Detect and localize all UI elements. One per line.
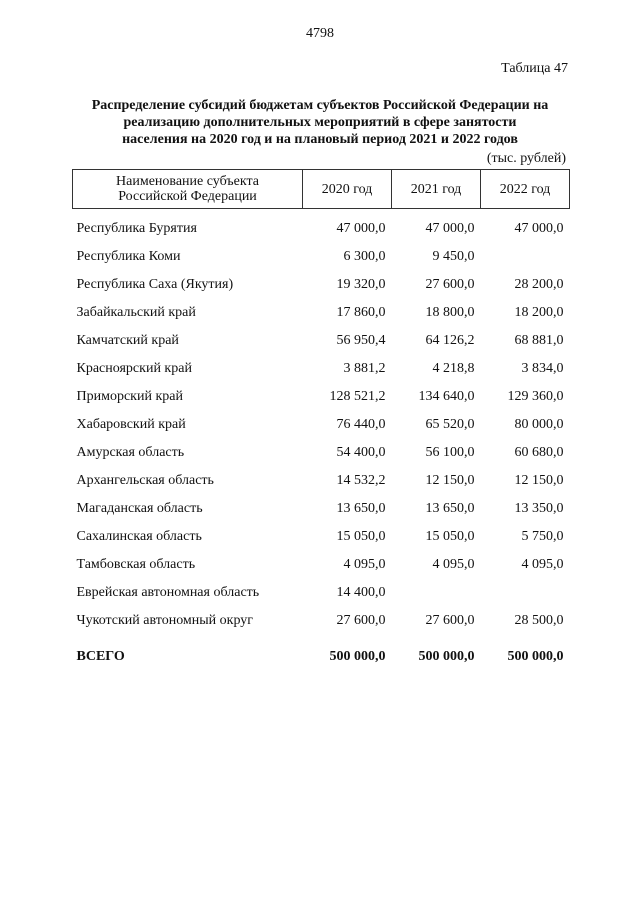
value-2022-cell: 12 150,0 — [514, 473, 564, 488]
value-2022-cell: 13 350,0 — [514, 501, 564, 516]
value-2020-cell: 14 532,2 — [336, 473, 386, 488]
value-2020-cell: 27 600,0 — [336, 613, 386, 628]
region-name-cell: Камчатский край — [76, 333, 179, 348]
value-2020-cell: 128 521,2 — [329, 389, 386, 404]
header-region-line: Наименование субъекта — [116, 174, 259, 189]
value-2021-cell: 15 050,0 — [425, 529, 475, 544]
value-2022-cell — [481, 579, 570, 607]
value-2020-cell: 6 300,0 — [343, 249, 386, 264]
header-year-2022: 2022 год — [481, 170, 570, 209]
region-name-cell: Магаданская область — [76, 501, 203, 516]
value-2020-cell: 14 400,0 — [336, 585, 386, 600]
value-2022-cell: 60 680,0 — [514, 445, 564, 460]
table-row — [73, 299, 570, 327]
region-name-cell: Красноярский край — [76, 361, 192, 376]
table-label: Таблица 47 — [501, 61, 568, 76]
table-row — [73, 523, 570, 551]
units-label: (тыс. рублей) — [486, 151, 566, 166]
region-name-cell: Приморский край — [76, 389, 183, 404]
table-row — [73, 551, 570, 579]
table-row — [73, 495, 570, 523]
value-2020-cell: 500 000,0 — [329, 649, 386, 664]
region-name-cell: Республика Коми — [76, 249, 181, 264]
value-2020-cell: 13 650,0 — [336, 501, 386, 516]
document-title — [60, 97, 580, 148]
value-2021-cell: 56 100,0 — [425, 445, 475, 460]
region-name-cell: Забайкальский край — [76, 305, 196, 320]
table-row — [73, 467, 570, 495]
value-2021-cell: 27 600,0 — [425, 277, 475, 292]
value-2020-cell: 76 440,0 — [336, 417, 386, 432]
table-body — [73, 209, 570, 676]
value-2020-cell: 19 320,0 — [336, 277, 386, 292]
region-name-cell: Республика Саха (Якутия) — [76, 277, 234, 292]
region-name-cell: Сахалинская область — [76, 529, 202, 544]
table-row — [73, 243, 570, 271]
region-name-cell: Тамбовская область — [76, 557, 196, 572]
value-2020-cell: 56 950,4 — [336, 333, 386, 348]
region-name-cell: Архангельская область — [76, 473, 214, 488]
value-2022-cell: 5 750,0 — [521, 529, 564, 544]
title-line: Распределение субсидий бюджетам субъектов Российской Федерации на — [91, 98, 549, 113]
region-name-cell: Чукотский автономный округ — [76, 613, 254, 628]
value-2021-cell — [392, 579, 481, 607]
region-name-cell: ВСЕГО — [76, 649, 125, 664]
value-2020-cell: 15 050,0 — [336, 529, 386, 544]
value-2020-cell: 3 881,2 — [343, 361, 386, 376]
value-2020-cell: 4 095,0 — [343, 557, 386, 572]
value-2021-cell: 4 218,8 — [432, 361, 475, 376]
value-2022-cell: 129 360,0 — [507, 389, 564, 404]
value-2021-cell: 134 640,0 — [418, 389, 475, 404]
value-2021-cell: 47 000,0 — [425, 221, 475, 236]
value-2022-cell: 3 834,0 — [521, 361, 564, 376]
value-2022-cell — [481, 243, 570, 271]
table-header — [73, 170, 570, 209]
subsidy-table — [72, 169, 570, 675]
region-name-cell: Амурская область — [76, 445, 185, 460]
title-line: населения на 2020 год и на плановый период 2021 и 2022 годов — [122, 132, 518, 147]
value-2022-cell: 500 000,0 — [507, 649, 564, 664]
value-2021-cell: 64 126,2 — [425, 333, 475, 348]
value-2020-cell: 54 400,0 — [336, 445, 386, 460]
header-year-2021: 2021 год — [392, 170, 481, 209]
title-line: реализацию дополнительных мероприятий в сфере занятости — [123, 115, 517, 130]
header-region-line: Российской Федерации — [118, 189, 257, 204]
table-row — [73, 607, 570, 635]
region-name-cell: Еврейская автономная область — [76, 585, 260, 600]
table-row — [73, 439, 570, 467]
value-2022-cell: 28 500,0 — [514, 613, 564, 628]
value-2022-cell: 18 200,0 — [514, 305, 564, 320]
table-row — [73, 383, 570, 411]
table-row — [73, 355, 570, 383]
table-row — [73, 215, 570, 243]
table-row — [73, 411, 570, 439]
region-name-cell: Хабаровский край — [76, 417, 186, 432]
table-row — [73, 579, 570, 607]
header-row — [73, 170, 570, 209]
value-2021-cell: 18 800,0 — [425, 305, 475, 320]
table-row — [73, 327, 570, 355]
header-year-2020: 2020 год — [303, 170, 392, 209]
page-number: 4798 — [306, 26, 334, 41]
value-2021-cell: 500 000,0 — [418, 649, 475, 664]
value-2022-cell: 47 000,0 — [514, 221, 564, 236]
header-region-name — [73, 170, 303, 209]
value-2021-cell: 9 450,0 — [432, 249, 475, 264]
value-2021-cell: 65 520,0 — [425, 417, 475, 432]
value-2021-cell: 13 650,0 — [425, 501, 475, 516]
value-2022-cell: 4 095,0 — [521, 557, 564, 572]
total-row — [73, 635, 570, 675]
value-2021-cell: 4 095,0 — [432, 557, 475, 572]
value-2021-cell: 27 600,0 — [425, 613, 475, 628]
value-2020-cell: 47 000,0 — [336, 221, 386, 236]
value-2022-cell: 80 000,0 — [514, 417, 564, 432]
value-2021-cell: 12 150,0 — [425, 473, 475, 488]
table-row — [73, 271, 570, 299]
value-2020-cell: 17 860,0 — [336, 305, 386, 320]
value-2022-cell: 68 881,0 — [514, 333, 564, 348]
region-name-cell: Республика Бурятия — [76, 221, 197, 236]
value-2022-cell: 28 200,0 — [514, 277, 564, 292]
